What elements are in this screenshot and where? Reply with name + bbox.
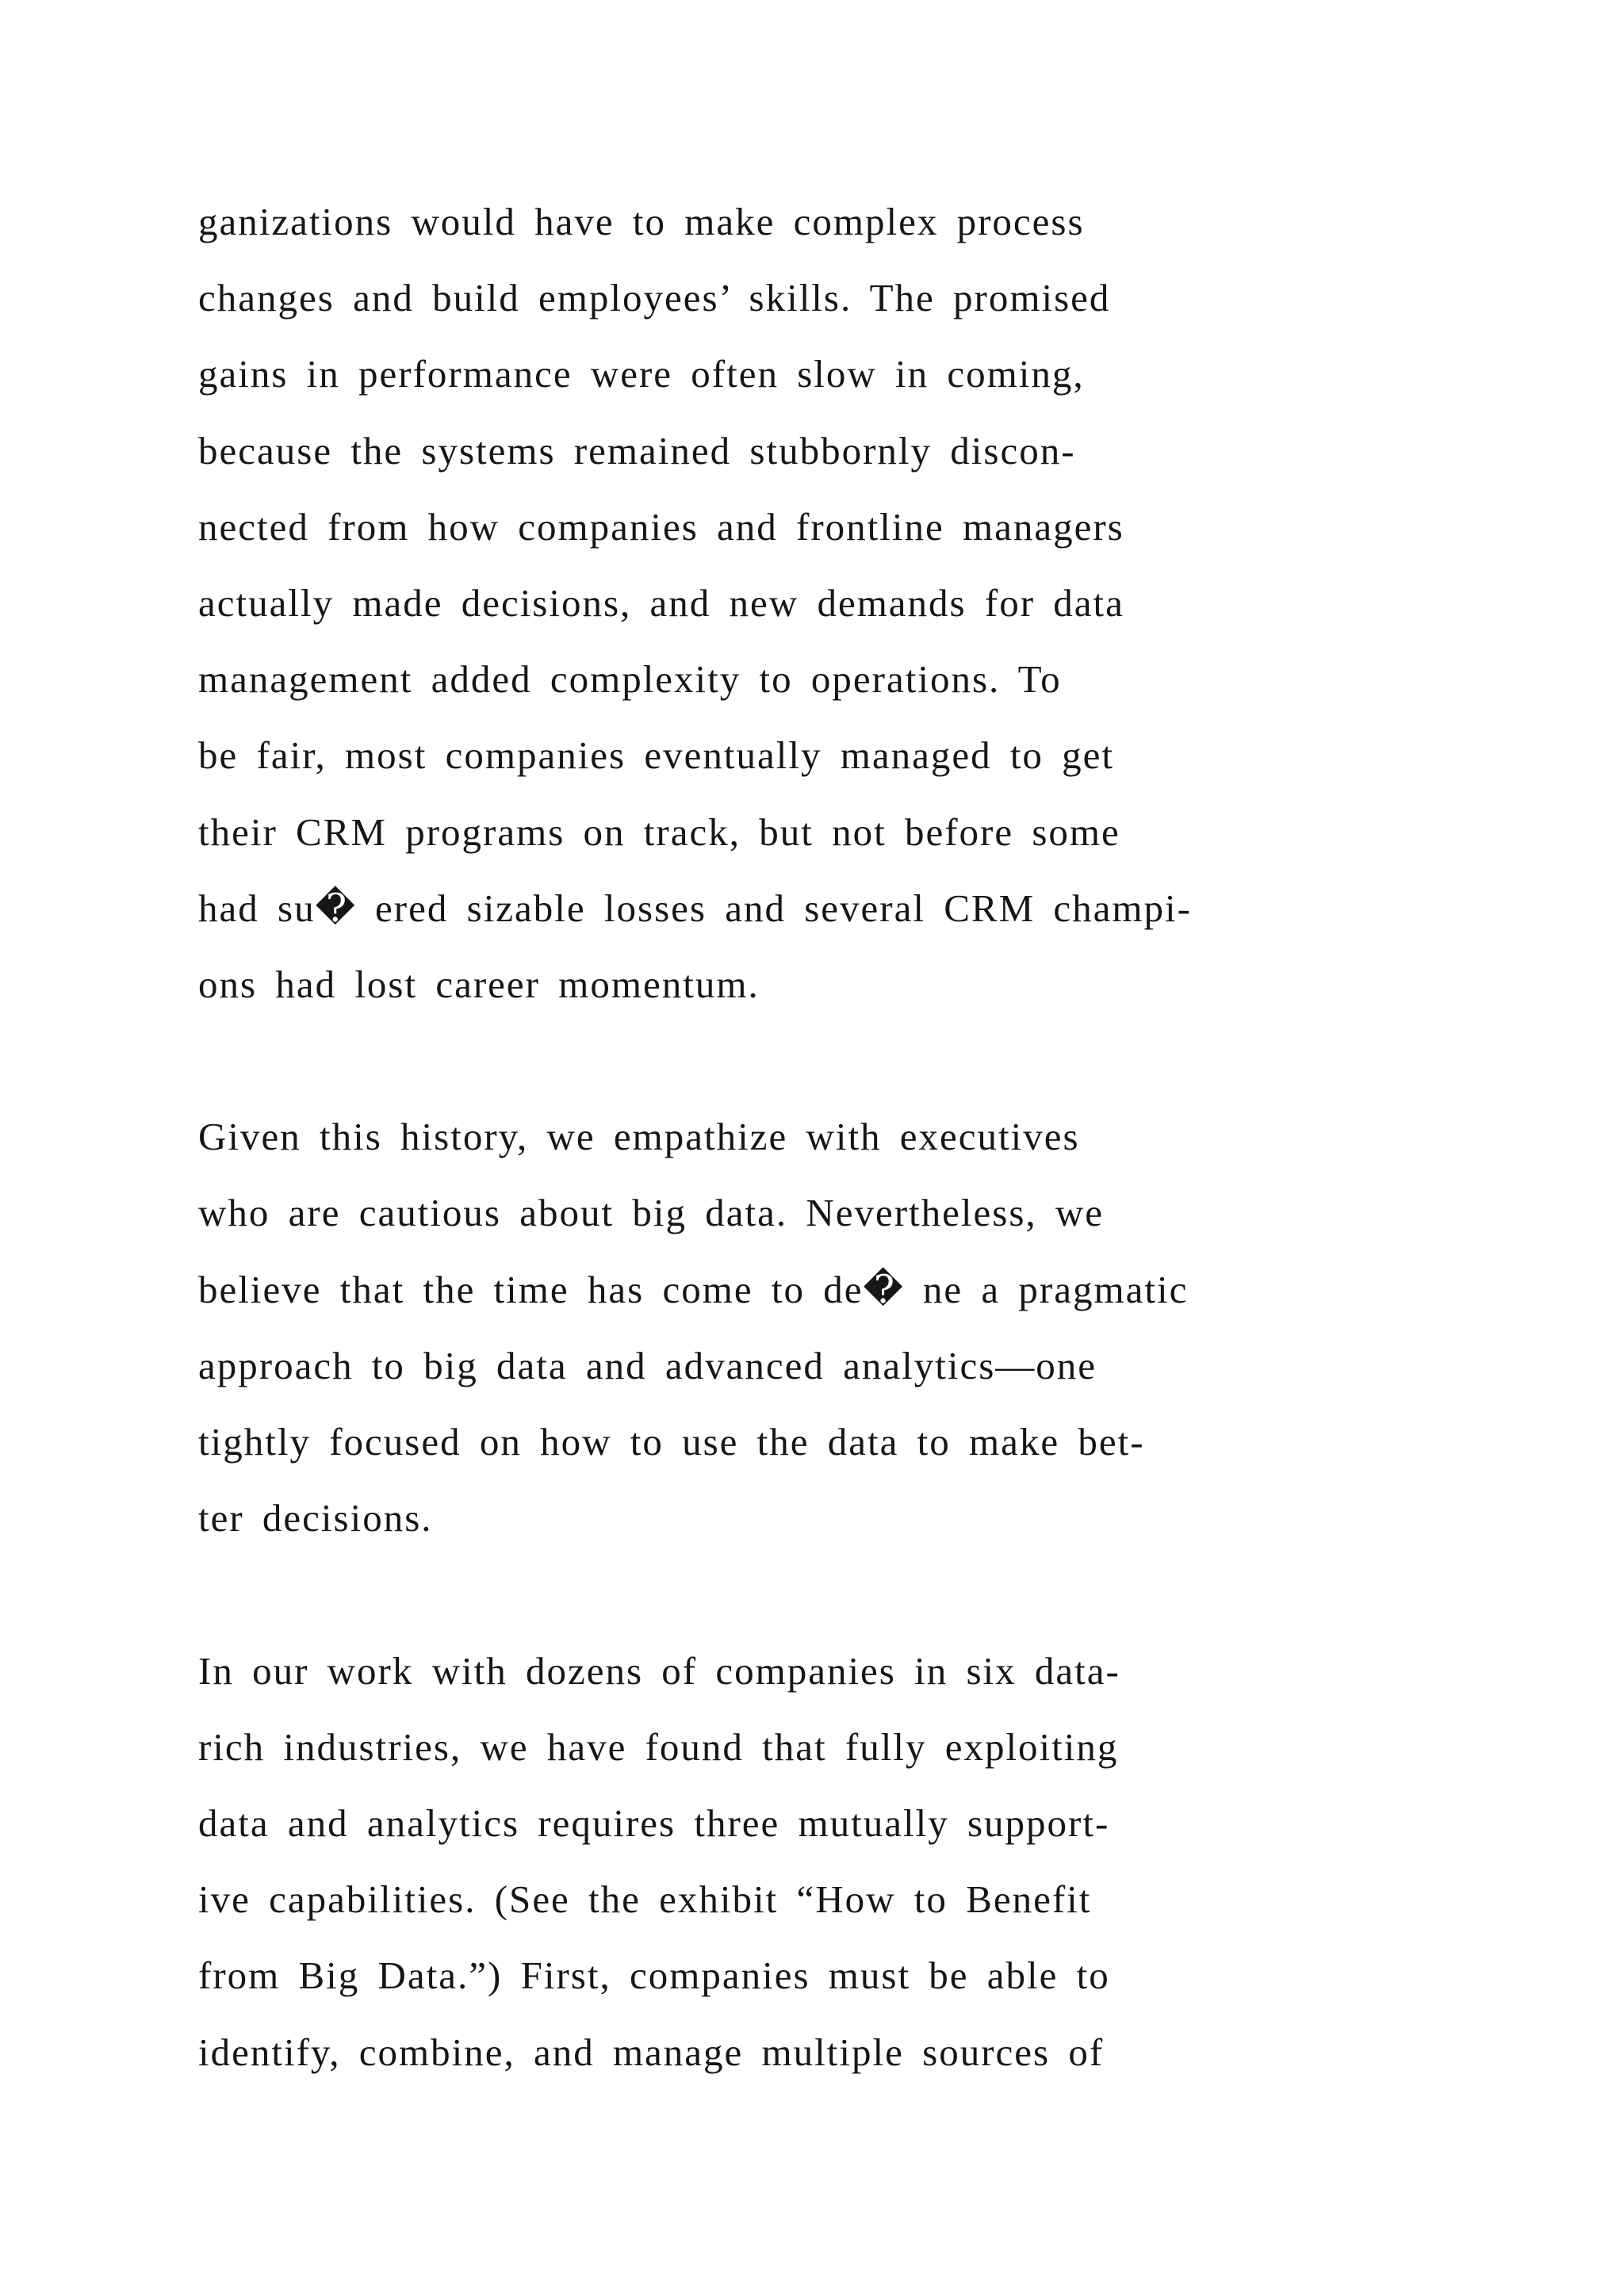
text-line: had su� ered sizable losses and several CRM champi- xyxy=(198,886,1192,930)
text-line: nected from how companies and frontline managers xyxy=(198,504,1124,549)
text-line: be fair, most companies eventually managed to get xyxy=(198,733,1115,778)
text-line: identify, combine, and manage multiple sources of xyxy=(198,2030,1105,2074)
text-line: management added complexity to operations. To xyxy=(198,657,1062,702)
text-line: ter decisions. xyxy=(198,1496,433,1540)
text-line: because the systems remained stubbornly discon- xyxy=(198,428,1076,473)
text-line: approach to big data and advanced analytics—one xyxy=(198,1343,1097,1387)
text-line: who are cautious about big data. Nevertheless, we xyxy=(198,1191,1105,1235)
paragraph-2 xyxy=(198,1099,1467,1556)
text-line: their CRM programs on track, but not before some xyxy=(198,809,1120,854)
paragraph-spacer xyxy=(198,1556,1467,1632)
text-line: actually made decisions, and new demands for data xyxy=(198,580,1124,625)
text-line: ganizations would have to make complex process xyxy=(198,200,1085,243)
text-line: from Big Data.”) First, companies must be able to xyxy=(198,1954,1110,1998)
text-line: tightly focused on how to use the data to make bet- xyxy=(198,1420,1145,1464)
paragraph-1 xyxy=(198,184,1467,1023)
paragraph-spacer xyxy=(198,1023,1467,1099)
text-line: believe that the time has come to de� ne a pragmatic xyxy=(198,1267,1189,1311)
body-text xyxy=(198,184,1467,2091)
text-line: Given this history, we empathize with executives xyxy=(198,1115,1080,1159)
text-line: gains in performance were often slow in coming, xyxy=(198,352,1085,396)
text-line: data and analytics requires three mutually support- xyxy=(198,1800,1110,1845)
text-line: In our work with dozens of companies in six data- xyxy=(198,1648,1120,1693)
text-line: changes and build employees’ skills. The promised xyxy=(198,276,1111,320)
paragraph-3 xyxy=(198,1633,1467,2091)
text-line: rich industries, we have found that fully exploiting xyxy=(198,1724,1119,1769)
text-line: ons had lost career momentum. xyxy=(198,962,760,1006)
text-line: ive capabilities. (See the exhibit “How to Benefit xyxy=(198,1877,1092,1922)
